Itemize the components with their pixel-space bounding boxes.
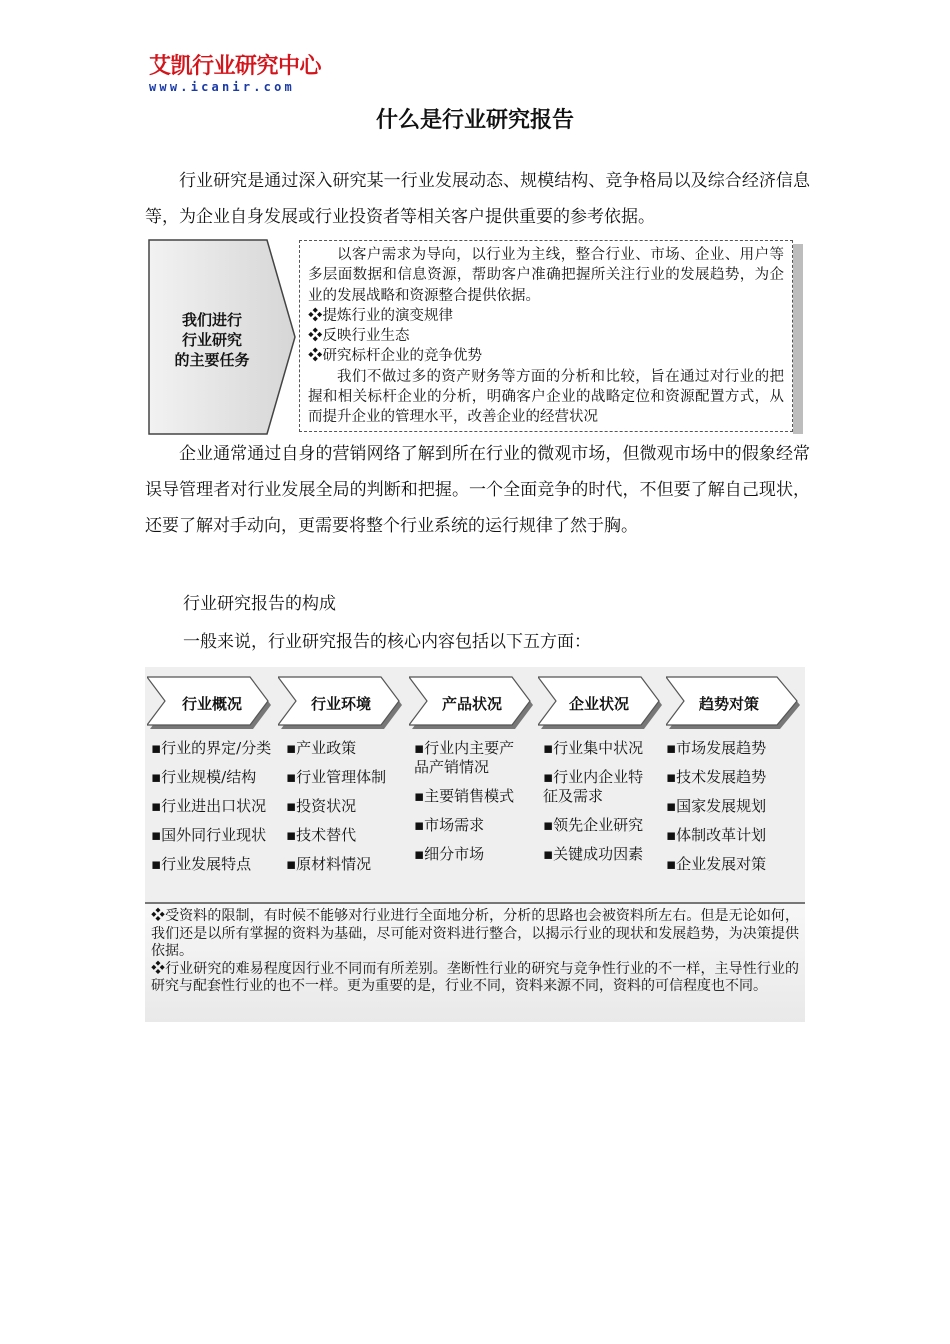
task-box-shadow [793, 244, 803, 434]
aspect-item: ▪行业管理体制 [286, 768, 387, 786]
aspect-title: 行业概况 [181, 695, 242, 713]
aspect-column [543, 739, 655, 874]
aspect-chevron [538, 675, 666, 727]
aspect-column [666, 739, 796, 884]
note-item: ❖受资料的限制，有时候不能够对行业进行全面地分析，分析的思路也会被资料所左右。但是无论如何，我们还是以所有掌握的资料为基础，尽可能对资料进行整合，以揭示行业的现状和发展趋势，为决策提供依据。 [151, 908, 799, 959]
task-bullet: ❖研究标杆企业的竞争优势 [308, 348, 482, 365]
task-intro: 以客户需求为导向，以行业为主线，整合行业、市场、企业、用户等多层面数据和信息资源，帮助客户准确把握所关注行业的发展趋势，为企业的发展战略和资源整合提供依据。 [308, 247, 784, 304]
aspect-item: ▪国外同行业现状 [151, 826, 267, 844]
aspect-item: ▪行业进出口状况 [151, 797, 267, 815]
aspect-chevron [147, 675, 275, 727]
composition-heading: 行业研究报告的构成 [183, 594, 336, 614]
aspect-item: ▪行业的界定/分类 [151, 739, 272, 757]
aspect-item: ▪国家发展规划 [666, 797, 767, 815]
aspect-item: ▪技术替代 [286, 826, 357, 844]
aspect-chevron [278, 675, 406, 727]
task-label-line: 行业研究 [181, 331, 242, 349]
aspect-item: ▪主要销售模式 [414, 787, 515, 805]
aspect-item: ▪体制改革计划 [666, 826, 767, 844]
aspect-item: ▪行业发展特点 [151, 855, 252, 873]
micro-paragraph [145, 436, 810, 544]
aspect-item: ▪市场需求 [414, 816, 485, 834]
task-label-line: 的主要任务 [174, 351, 250, 369]
aspect-title: 产品状况 [441, 695, 502, 713]
logo [149, 54, 324, 94]
aspect-title: 行业环境 [310, 695, 371, 713]
aspect-item: ▪产业政策 [286, 739, 357, 757]
notes-box [145, 902, 805, 1022]
aspect-item: ▪领先企业研究 [543, 816, 644, 834]
aspect-column [286, 739, 416, 884]
task-figure [147, 238, 805, 436]
aspect-item: ▪关键成功因素 [543, 845, 644, 863]
logo-name: 艾凯行业研究中心 [149, 54, 322, 79]
aspect-title: 趋势对策 [698, 695, 759, 713]
task-closing: 我们不做过多的资产财务等方面的分析和比较，旨在通过对行业的把握和相关标杆企业的分析，明确客户企业的战略定位和资源配置方式，从而提升企业的管理水平，改善企业的经营状况 [308, 368, 784, 426]
aspect-chevron [409, 675, 537, 727]
aspect-title: 企业状况 [568, 695, 629, 713]
aspect-item: ▪技术发展趋势 [666, 768, 767, 786]
aspect-item: ▪原材料情况 [286, 855, 372, 873]
aspect-column [151, 739, 281, 884]
aspect-item: ▪行业集中状况 [543, 739, 644, 757]
task-description-box [299, 240, 793, 432]
intro-paragraph [145, 163, 810, 235]
logo-url: www.icanir.com [149, 80, 295, 94]
intro-text: 行业研究是通过深入研究某一行业发展动态、规模结构、竞争格局以及综合经济信息等，为企业自身发展或行业投资者等相关客户提供重要的参考依据。 [145, 171, 810, 227]
aspect-item: ▪行业内企业特征及需求 [543, 768, 644, 805]
task-bullet: ❖反映行业生态 [308, 328, 410, 345]
task-label-line: 我们进行 [181, 311, 242, 329]
note-item: ❖行业研究的难易程度因行业不同而有所差别。垄断性行业的研究与竞争性行业的不一样，主导性行业的研究与配套性行业的也不一样。更为重要的是，行业不同，资料来源不同，资料的可信程度也不同。 [151, 960, 799, 994]
aspects-figure [145, 667, 805, 902]
page-title: 什么是行业研究报告 [375, 108, 574, 133]
task-bullet: ❖提炼行业的演变规律 [308, 307, 453, 324]
aspect-item: ▪企业发展对策 [666, 855, 767, 873]
aspect-item: ▪投资状况 [286, 797, 357, 815]
aspect-item: ▪行业规模/结构 [151, 768, 257, 786]
aspect-chevron [666, 675, 804, 727]
aspect-item: ▪行业内主要产品产销情况 [414, 739, 515, 776]
aspect-item: ▪细分市场 [414, 845, 485, 863]
aspect-column [414, 739, 526, 874]
micro-text: 企业通常通过自身的营销网络了解到所在行业的微观市场，但微观市场中的假象经常误导管理者对行业发展全局的判断和把握。一个全面竞争的时代，不但要了解自己现状，还要了解对手动向，更需要将整个行业系统的运行规律了然于胸。 [145, 444, 810, 536]
aspect-item: ▪市场发展趋势 [666, 739, 767, 757]
task-label [157, 310, 267, 370]
core-content-line: 一般来说，行业研究报告的核心内容包括以下五方面： [183, 632, 591, 652]
